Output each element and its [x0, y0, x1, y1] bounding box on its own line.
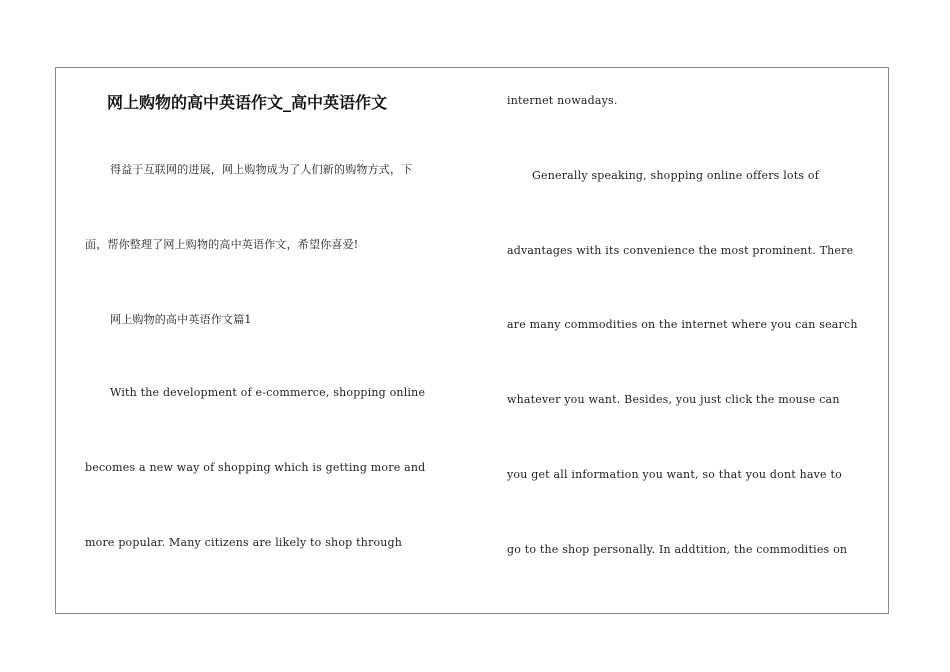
- left-line-5: becomes a new way of shopping which is getting more and: [85, 461, 426, 474]
- left-line-6: more popular. Many citizens are likely to shop through: [85, 536, 403, 549]
- left-line-2: 面，帮你整理了网上购物的高中英语作文，希望你喜爱!: [85, 238, 359, 251]
- page-border: [55, 67, 889, 614]
- right-line-7: go to the shop personally. In addtition, the commodities on: [507, 543, 848, 556]
- document-title: 网上购物的高中英语作文_高中英语作文: [107, 93, 388, 112]
- section-heading: 网上购物的高中英语作文篇1: [110, 313, 252, 326]
- right-line-6: you get all information you want, so that you dont have to: [507, 468, 842, 481]
- right-line-5: whatever you want. Besides, you just click the mouse can: [507, 393, 840, 406]
- right-line-3: advantages with its convenience the most prominent. There: [507, 244, 854, 257]
- right-line-1: internet nowadays.: [507, 94, 618, 107]
- right-line-2: Generally speaking, shopping online offers lots of: [532, 169, 819, 182]
- right-line-4: are many commodities on the internet where you can search: [507, 318, 858, 331]
- left-line-4: With the development of e-commerce, shopping online: [110, 386, 426, 399]
- left-line-1: 得益于互联网的进展，网上购物成为了人们新的购物方式，下: [110, 163, 413, 176]
